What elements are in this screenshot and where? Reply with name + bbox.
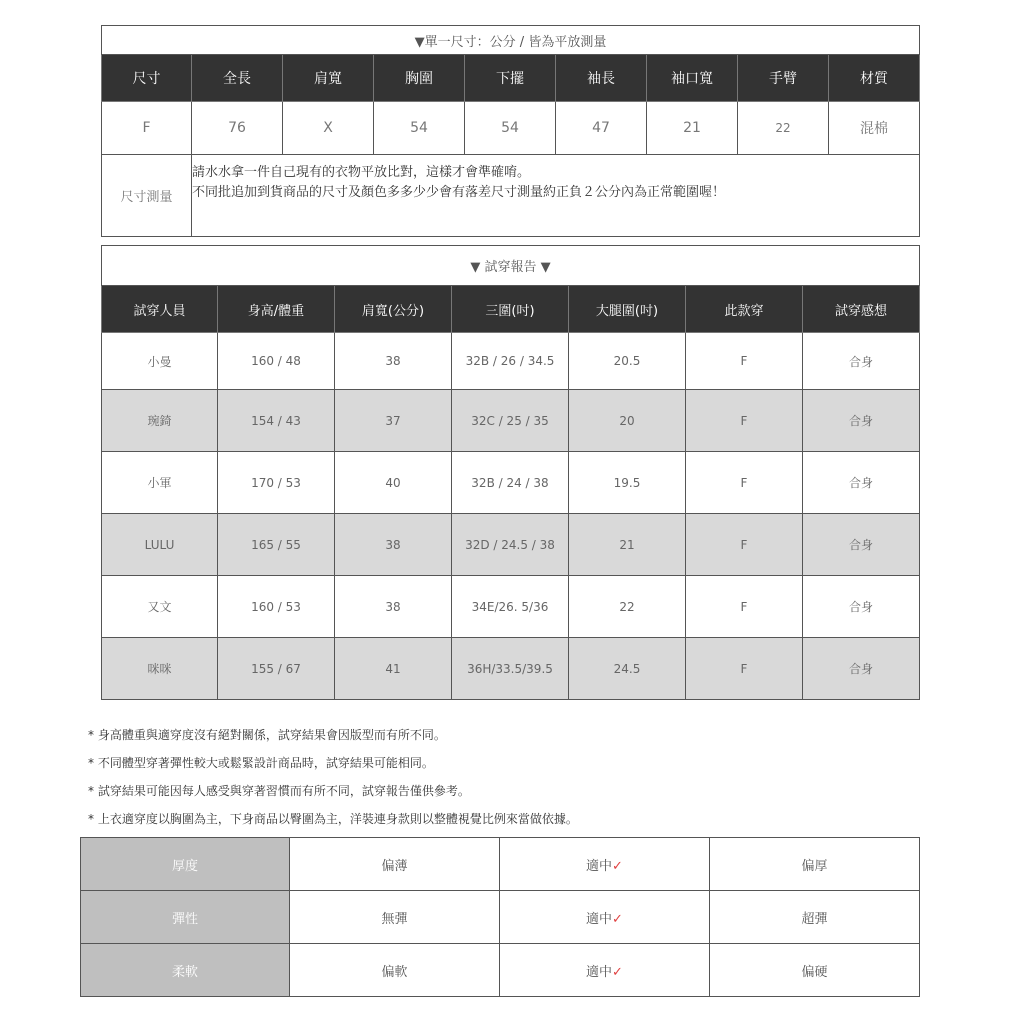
tryon-cell: 154 / 43 bbox=[218, 390, 335, 452]
tryon-cell: 34E/26. 5/36 bbox=[452, 576, 569, 638]
size-value: 47 bbox=[556, 102, 647, 155]
size-header: 下擺 bbox=[465, 55, 556, 102]
fabric-option-label: 適中 bbox=[586, 911, 613, 927]
size-header: 袖長 bbox=[556, 55, 647, 102]
tryon-cell: F bbox=[686, 333, 803, 390]
tryon-cell: 19.5 bbox=[569, 452, 686, 514]
tryon-cell: 36H/33.5/39.5 bbox=[452, 638, 569, 700]
tryon-cell: 又文 bbox=[102, 576, 218, 638]
tryon-cell: 咪咪 bbox=[102, 638, 218, 700]
note-item: * 不同體型穿著彈性較大或鬆緊設計商品時，試穿結果可能相同。 bbox=[88, 756, 434, 770]
fabric-option bbox=[500, 838, 710, 891]
tryon-notes bbox=[88, 725, 578, 837]
note-item: * 試穿結果可能因每人感受與穿著習慣而有所不同，試穿報告僅供參考。 bbox=[88, 784, 470, 798]
tryon-cell: 32C / 25 / 35 bbox=[452, 390, 569, 452]
size-header: 肩寬 bbox=[283, 55, 374, 102]
fabric-option-label: 偏軟 bbox=[381, 964, 408, 980]
tryon-row bbox=[102, 638, 920, 700]
fabric-option bbox=[500, 891, 710, 944]
tryon-table-caption: ▼ 試穿報告 ▼ bbox=[102, 246, 920, 286]
fabric-label: 厚度 bbox=[81, 838, 290, 891]
tryon-row bbox=[102, 576, 920, 638]
fabric-option-label: 適中 bbox=[586, 858, 613, 874]
size-header: 尺寸 bbox=[102, 55, 192, 102]
tryon-header: 身高/體重 bbox=[218, 286, 335, 333]
size-value: 22 bbox=[738, 102, 829, 155]
tryon-cell: F bbox=[686, 638, 803, 700]
tryon-cell: 38 bbox=[335, 514, 452, 576]
tryon-cell: F bbox=[686, 514, 803, 576]
size-header: 手臂 bbox=[738, 55, 829, 102]
tryon-cell: 170 / 53 bbox=[218, 452, 335, 514]
tryon-row bbox=[102, 333, 920, 390]
tryon-cell: 32B / 26 / 34.5 bbox=[452, 333, 569, 390]
tryon-cell: F bbox=[686, 452, 803, 514]
size-value: 54 bbox=[374, 102, 465, 155]
size-value: 76 bbox=[192, 102, 283, 155]
tryon-cell: LULU bbox=[102, 514, 218, 576]
size-note-line: 不同批追加到貨商品的尺寸及顏色多多少少會有落差尺寸測量約正負２公分內為正常範圍喔！ bbox=[192, 185, 726, 200]
tryon-cell: 165 / 55 bbox=[218, 514, 335, 576]
size-header: 袖口寬 bbox=[647, 55, 738, 102]
size-value: 混棉 bbox=[829, 102, 920, 155]
tryon-cell: 24.5 bbox=[569, 638, 686, 700]
size-table-caption: ▼單一尺寸：公分 / 皆為平放測量 bbox=[102, 26, 920, 55]
size-header: 胸圍 bbox=[374, 55, 465, 102]
size-value: X bbox=[283, 102, 374, 155]
tryon-cell: 合身 bbox=[803, 390, 920, 452]
size-value: 21 bbox=[647, 102, 738, 155]
size-note-line: 請水水拿一件自己現有的衣物平放比對，這樣才會準確唷。 bbox=[192, 165, 531, 180]
fabric-option bbox=[290, 891, 500, 944]
fabric-row bbox=[81, 891, 920, 944]
tryon-cell: 32B / 24 / 38 bbox=[452, 452, 569, 514]
note-item: * 上衣適穿度以胸圍為主，下身商品以臀圍為主，洋裝連身款則以整體視覺比例來當做依據。 bbox=[88, 812, 578, 826]
tryon-cell: 琬錡 bbox=[102, 390, 218, 452]
tryon-table-body bbox=[102, 333, 920, 700]
tryon-cell: 合身 bbox=[803, 452, 920, 514]
fabric-table-body bbox=[81, 838, 920, 997]
checkmark-icon: ✓ bbox=[612, 911, 623, 927]
fabric-option bbox=[710, 944, 920, 997]
fabric-option bbox=[500, 944, 710, 997]
size-note-label: 尺寸測量 bbox=[102, 155, 192, 237]
tryon-row bbox=[102, 452, 920, 514]
fabric-table bbox=[80, 837, 920, 997]
fabric-option-label: 偏薄 bbox=[381, 858, 408, 874]
fabric-label: 柔軟 bbox=[81, 944, 290, 997]
tryon-cell: F bbox=[686, 390, 803, 452]
tryon-table bbox=[101, 245, 920, 700]
tryon-cell: 37 bbox=[335, 390, 452, 452]
size-header: 材質 bbox=[829, 55, 920, 102]
tryon-cell: 22 bbox=[569, 576, 686, 638]
tryon-header: 此款穿 bbox=[686, 286, 803, 333]
tryon-cell: 155 / 67 bbox=[218, 638, 335, 700]
size-value: 54 bbox=[465, 102, 556, 155]
tryon-row bbox=[102, 390, 920, 452]
size-value: F bbox=[102, 102, 192, 155]
fabric-row bbox=[81, 944, 920, 997]
tryon-cell: 20.5 bbox=[569, 333, 686, 390]
fabric-option bbox=[710, 891, 920, 944]
tryon-cell: 合身 bbox=[803, 638, 920, 700]
fabric-option-label: 適中 bbox=[586, 964, 613, 980]
tryon-header: 肩寬(公分) bbox=[335, 286, 452, 333]
size-table bbox=[101, 25, 920, 237]
tryon-cell: 合身 bbox=[803, 576, 920, 638]
size-note bbox=[192, 155, 920, 237]
tryon-cell: 小軍 bbox=[102, 452, 218, 514]
tryon-cell: 合身 bbox=[803, 333, 920, 390]
tryon-header: 大腿圍(吋) bbox=[569, 286, 686, 333]
tryon-cell: 160 / 53 bbox=[218, 576, 335, 638]
fabric-label: 彈性 bbox=[81, 891, 290, 944]
tryon-cell: 小曼 bbox=[102, 333, 218, 390]
fabric-option-label: 偏厚 bbox=[801, 858, 828, 874]
fabric-option-label: 無彈 bbox=[381, 911, 408, 927]
tryon-cell: 合身 bbox=[803, 514, 920, 576]
fabric-option bbox=[290, 838, 500, 891]
tryon-header: 三圍(吋) bbox=[452, 286, 569, 333]
tryon-cell: 32D / 24.5 / 38 bbox=[452, 514, 569, 576]
tryon-row bbox=[102, 514, 920, 576]
note-item: * 身高體重與適穿度沒有絕對關係，試穿結果會因版型而有所不同。 bbox=[88, 728, 446, 742]
tryon-cell: 38 bbox=[335, 333, 452, 390]
tryon-header: 試穿人員 bbox=[102, 286, 218, 333]
checkmark-icon: ✓ bbox=[612, 964, 623, 980]
fabric-row bbox=[81, 838, 920, 891]
tryon-header: 試穿感想 bbox=[803, 286, 920, 333]
fabric-option-label: 偏硬 bbox=[801, 964, 828, 980]
size-header: 全長 bbox=[192, 55, 283, 102]
tryon-cell: 21 bbox=[569, 514, 686, 576]
tryon-cell: 160 / 48 bbox=[218, 333, 335, 390]
fabric-option bbox=[710, 838, 920, 891]
tryon-cell: 38 bbox=[335, 576, 452, 638]
tryon-cell: 20 bbox=[569, 390, 686, 452]
fabric-option-label: 超彈 bbox=[801, 911, 828, 927]
fabric-option bbox=[290, 944, 500, 997]
tryon-cell: 41 bbox=[335, 638, 452, 700]
tryon-cell: F bbox=[686, 576, 803, 638]
tryon-cell: 40 bbox=[335, 452, 452, 514]
checkmark-icon: ✓ bbox=[612, 858, 623, 874]
